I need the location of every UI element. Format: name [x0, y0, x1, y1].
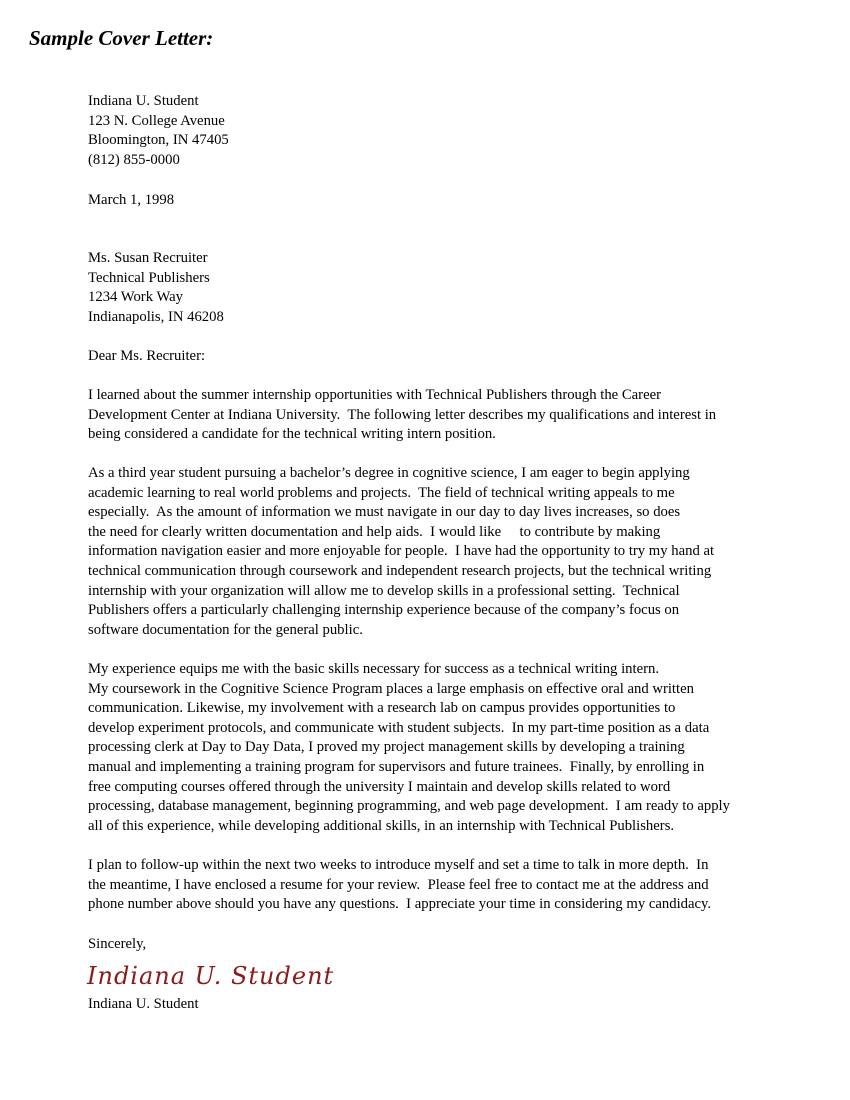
paragraph-line: My experience equips me with the basic skills necessary for success as a technical writing intern.: [88, 661, 659, 677]
recipient-name: Ms. Susan Recruiter: [88, 250, 208, 266]
paragraph-line: communication. Likewise, my involvement with a research lab on campus provides opportunities to: [88, 700, 676, 717]
recipient-street: 1234 Work Way: [88, 289, 184, 306]
paragraph-line: manual and implementing a training program for supervisors and future trainees. Finally, by enrolling in: [88, 758, 705, 775]
paragraph-line: I plan to follow-up within the next two weeks to introduce myself and set a time to talk in more depth. In: [88, 857, 709, 873]
body-paragraph-1: [88, 386, 808, 445]
typed-name-text: Indiana U. Student: [88, 996, 199, 1012]
paragraph-line: As a third year student pursuing a bachelor’s degree in cognitive science, I am eager to begin applying: [88, 465, 690, 481]
paragraph-line: free computing courses offered through the university I maintain and develop skills related to word: [88, 778, 671, 795]
paragraph-line: Development Center at Indiana University. The following letter describes my qualifications and interest in: [88, 406, 717, 423]
sender-city-state-zip: Bloomington, IN 47405: [88, 132, 229, 149]
recipient-city-state-zip: Indianapolis, IN 46208: [88, 308, 224, 325]
sender-street: 123 N. College Avenue: [88, 112, 225, 129]
paragraph-line: being considered a candidate for the technical writing intern position.: [88, 426, 496, 443]
recipient-address: [88, 249, 808, 327]
recipient-company: Technical Publishers: [88, 269, 210, 286]
paragraph-line: technical communication through coursework and independent research projects, but the technical writing: [88, 562, 712, 579]
paragraph-line: the meantime, I have enclosed a resume for your review. Please feel free to contact me at the address and: [88, 876, 709, 893]
paragraph-line: academic learning to real world problems and projects. The field of technical writing appeals to me: [88, 484, 675, 501]
sender-name: Indiana U. Student: [88, 93, 199, 109]
paragraph-line: phone number above should you have any questions. I appreciate your time in considering my candidacy.: [88, 896, 712, 913]
paragraph-line: develop experiment protocols, and communicate with student subjects. In my part-time position as a data: [88, 719, 710, 736]
paragraph-line: the need for clearly written documentation and help aids. I would like to contribute by making: [88, 523, 661, 540]
paragraph-line: information navigation easier and more enjoyable for people. I have had the opportunity to try my hand at: [88, 543, 715, 560]
sender-address: [88, 92, 808, 170]
paragraph-line: processing clerk at Day to Day Data, I proved my project management skills by developing a training: [88, 739, 685, 756]
paragraph-line: I learned about the summer internship opportunities with Technical Publishers through the Career: [88, 387, 662, 403]
paragraph-line: especially. As the amount of information we must navigate in our day to day lives increases, so does: [88, 504, 681, 521]
salutation-text: Dear Ms. Recruiter:: [88, 348, 206, 364]
handwritten-signature: Indiana U. Student: [87, 962, 335, 990]
paragraph-line: processing, database management, beginning programming, and web page development. I am ready to apply: [88, 798, 730, 815]
letter-date: [88, 191, 808, 211]
paragraph-line: software documentation for the general public.: [88, 621, 363, 638]
salutation: [88, 347, 808, 367]
body-paragraph-2: [88, 464, 808, 640]
body-paragraph-4: [88, 856, 808, 915]
paragraph-line: Publishers offers a particularly challenging internship experience because of the company’s focus on: [88, 602, 680, 619]
body-paragraph-3: [88, 660, 808, 836]
paragraph-line: internship with your organization will allow me to develop skills in a professional setting. Technical: [88, 582, 680, 599]
date-text: March 1, 1998: [88, 192, 175, 208]
closing: [88, 935, 808, 955]
document-heading: Sample Cover Letter:: [29, 26, 214, 50]
typed-name: [88, 995, 808, 1015]
paragraph-line: My coursework in the Cognitive Science Program places a large emphasis on effective oral and written: [88, 680, 694, 697]
closing-text: Sincerely,: [88, 936, 147, 952]
sender-phone: (812) 855-0000: [88, 151, 180, 168]
paragraph-line: all of this experience, while developing additional skills, in an internship with Technical Publishers.: [88, 817, 675, 834]
